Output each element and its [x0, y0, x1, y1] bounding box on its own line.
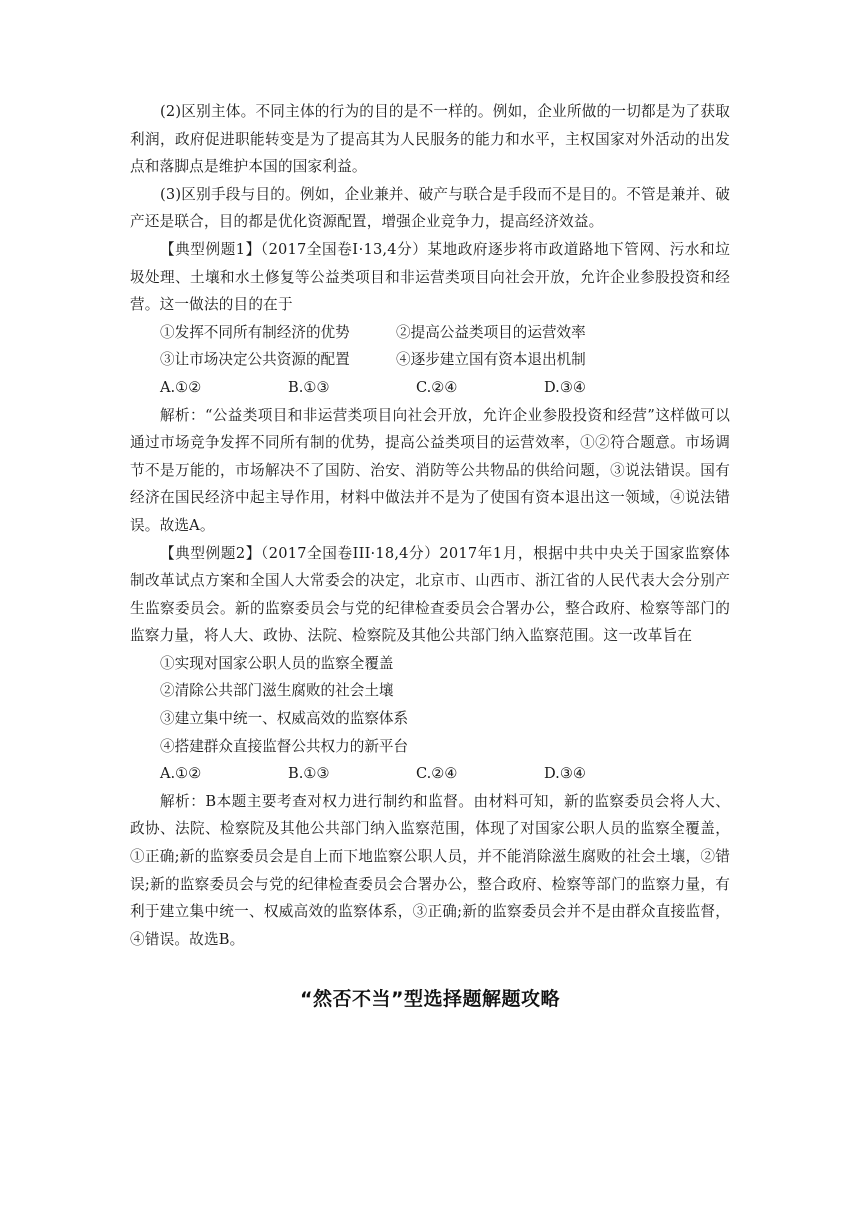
example-1-options-row-1 [130, 319, 730, 347]
example-2-option-2: ②清除公共部门滋生腐败的社会土壤 [160, 682, 394, 700]
example-2-choice-d: D.③④ [544, 765, 586, 783]
document-body [130, 98, 730, 953]
example-1-analysis: 解析：“公益类项目和非运营类项目向社会开放，允许企业参股投资和经营”这样做可以通过市场竞争发挥不同所有制的优势，提高公益类项目的运营效率，①②符合题意。市场调节不是万能的，市场解决不了国防、治安、消防等公共物品的供给问题，③说法错误。国有经济在国民经济中起主导作用，材料中做法并不是为了使国有资本退出这一领域，④说法错误。故选A。 [130, 406, 730, 534]
example-1-option-2: ②提高公益类项目的运营效率 [396, 323, 586, 341]
example-2-option-4: ④搭建群众直接监督公共权力的新平台 [160, 737, 409, 755]
paragraph-distinguish-subject: (2)区别主体。不同主体的行为的目的是不一样的。例如，企业所做的一切都是为了获取利润，政府促进职能转变是为了提高其为人民服务的能力和水平，主权国家对外活动的出发点和落脚点是维护本国的国家利益。 [130, 103, 730, 176]
example-2-choices [130, 760, 730, 788]
example-2-option-1: ①实现对国家公职人员的监察全覆盖 [160, 654, 394, 672]
example-2-choice-c: C.②④ [416, 765, 458, 783]
example-1-option-3: ③让市场决定公共资源的配置 [160, 351, 350, 369]
example-2-choice-b: B.①③ [288, 765, 330, 783]
example-2-option-3: ③建立集中统一、权威高效的监察体系 [160, 710, 409, 728]
example-1-choice-d: D.③④ [544, 378, 586, 396]
example-2-choice-a: A.①② [160, 765, 202, 783]
paragraph-distinguish-means-ends: (3)区别手段与目的。例如，企业兼并、破产与联合是手段而不是目的。不管是兼并、破产还是联合，目的都是优化资源配置，增强企业竞争力，提高经济效益。 [130, 185, 730, 231]
section-heading: “然否不当”型选择题解题攻略 [300, 988, 560, 1010]
example-1-option-1: ①发挥不同所有制经济的优势 [160, 323, 350, 341]
example-1-stem: 【典型例题1】（2017全国卷Ⅰ·13,4分）某地政府逐步将市政道路地下管网、污水和垃圾处理、土壤和水土修复等公益类项目和非运营类项目向社会开放，允许企业参股投资和经营。这一做法的目的在于 [130, 240, 730, 314]
example-2-analysis: 解析：B本题主要考查对权力进行制约和监督。由材料可知，新的监察委员会将人大、政协、法院、检察院及其他公共部门纳入监察范围，体现了对国家公职人员的监察全覆盖，①正确;新的监察委员会是自上而下地监察公职人员，并不能消除滋生腐败的社会土壤，②错误;新的监察委员会与党的纪律检查委员会合署办公，整合政府、检察等部门的监察力量，有利于建立集中统一、权威高效的监察体系，③正确;新的监察委员会并不是由群众直接监督，④错误。故选B。 [130, 792, 730, 948]
example-2-stem: 【典型例题2】（2017全国卷III·18,4分）2017年1月，根据中共中央关于国家监察体制改革试点方案和全国人大常委会的决定，北京市、山西市、浙江省的人民代表大会分别产生监察委员会。新的监察委员会与党的纪律检查委员会合署办公，整合政府、检察等部门的监察力量，将人大、政协、法院、检察院及其他公共部门纳入监察范围。这一改革旨在 [130, 544, 730, 645]
example-1-choice-c: C.②④ [416, 378, 458, 396]
example-1-choices [130, 374, 730, 402]
example-1-choice-b: B.①③ [288, 378, 330, 396]
example-1-choice-a: A.①② [160, 378, 202, 396]
example-1-option-4: ④逐步建立国有资本退出机制 [396, 351, 586, 369]
example-1-options-row-2 [130, 346, 730, 374]
